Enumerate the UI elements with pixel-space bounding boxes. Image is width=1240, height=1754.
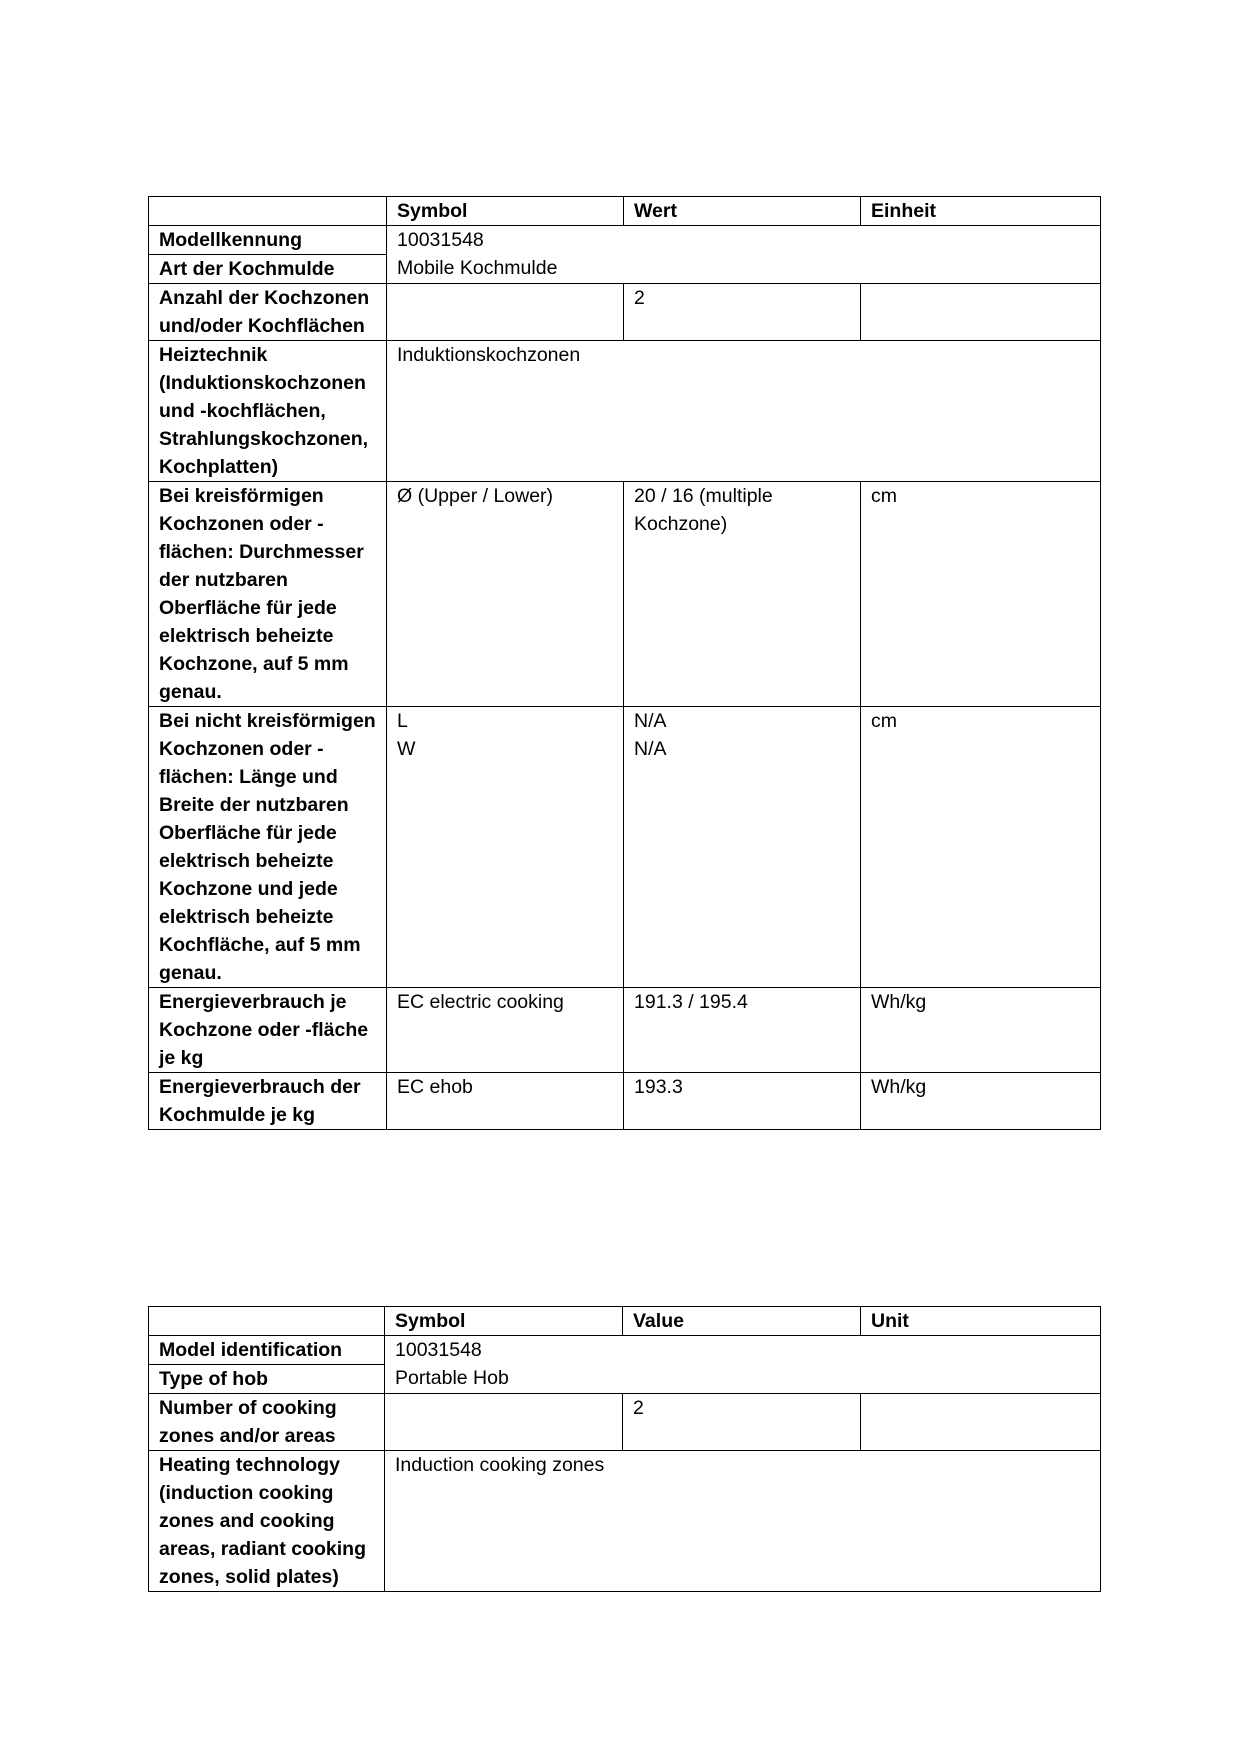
header-cell-value: Wert — [624, 197, 861, 226]
row-label-model-id: Model identification — [149, 1336, 385, 1365]
table-row — [149, 1336, 1101, 1365]
header-cell-empty — [149, 1307, 385, 1336]
row-label-model-id: Modellkennung — [149, 226, 387, 255]
table-row — [149, 1394, 1101, 1451]
spec-table-de — [148, 196, 1101, 1130]
circular-unit-cell: cm — [861, 482, 1101, 707]
table-header-row — [149, 1307, 1101, 1336]
table-row — [149, 1451, 1101, 1592]
hob-type-value: Mobile Kochmulde — [397, 257, 558, 279]
zones-unit-cell — [861, 284, 1101, 341]
ec-hob-unit-cell: Wh/kg — [861, 1073, 1101, 1130]
spec-table-en — [148, 1306, 1101, 1592]
zones-value-cell: 2 — [623, 1394, 861, 1451]
ec-hob-symbol-cell: EC ehob — [387, 1073, 624, 1130]
table-row — [149, 226, 1101, 255]
header-cell-symbol: Symbol — [385, 1307, 623, 1336]
header-cell-symbol: Symbol — [387, 197, 624, 226]
noncircular-symbol-cell: L W — [387, 707, 624, 988]
zones-value-cell: 2 — [624, 284, 861, 341]
header-cell-unit: Einheit — [861, 197, 1101, 226]
table-row — [149, 707, 1101, 988]
table-row — [149, 988, 1101, 1073]
table-header-row — [149, 197, 1101, 226]
noncircular-unit-cell: cm — [861, 707, 1101, 988]
row-label-zones: Anzahl der Kochzonen und/oder Kochflächen — [149, 284, 387, 341]
zones-unit-cell — [861, 1394, 1101, 1451]
table-row — [149, 284, 1101, 341]
header-cell-unit: Unit — [861, 1307, 1101, 1336]
circular-value-cell: 20 / 16 (multiple Kochzone) — [624, 482, 861, 707]
noncircular-value-cell: N/A N/A — [624, 707, 861, 988]
zones-symbol-cell — [387, 284, 624, 341]
model-type-cell — [385, 1336, 1101, 1394]
row-label-heating: Heating technology (induction cooking zones and cooking areas, radiant cooking zones, solid plates) — [149, 1451, 385, 1592]
ec-zone-unit-cell: Wh/kg — [861, 988, 1101, 1073]
model-id-value: 10031548 — [397, 229, 484, 251]
row-label-hob-type: Type of hob — [149, 1365, 385, 1394]
model-id-value: 10031548 — [395, 1339, 482, 1361]
heating-value-cell: Induction cooking zones — [385, 1451, 1101, 1592]
row-label-noncircular: Bei nicht kreisförmigen Kochzonen oder -flächen: Länge und Breite der nutzbaren Oberfläche für jede elektrisch beheizte Kochzone und jede elektrisch beheizte Kochfläche, auf 5 mm genau. — [149, 707, 387, 988]
header-cell-empty — [149, 197, 387, 226]
heating-value-cell: Induktionskochzonen — [387, 341, 1101, 482]
row-label-circular: Bei kreisförmigen Kochzonen oder -flächen: Durchmesser der nutzbaren Oberfläche für jede elektrisch beheizte Kochzone, auf 5 mm genau. — [149, 482, 387, 707]
row-label-ec-hob: Energieverbrauch der Kochmulde je kg — [149, 1073, 387, 1130]
table-row — [149, 482, 1101, 707]
row-label-ec-zone: Energieverbrauch je Kochzone oder -fläche je kg — [149, 988, 387, 1073]
table-row — [149, 1073, 1101, 1130]
model-type-cell — [387, 226, 1101, 284]
circular-symbol-cell: Ø (Upper / Lower) — [387, 482, 624, 707]
ec-zone-value-cell: 191.3 / 195.4 — [624, 988, 861, 1073]
ec-hob-value-cell: 193.3 — [624, 1073, 861, 1130]
ec-zone-symbol-cell: EC electric cooking — [387, 988, 624, 1073]
row-label-heating: Heiztechnik (Induktionskochzonen und -kochflächen, Strahlungskochzonen, Kochplatten) — [149, 341, 387, 482]
header-cell-value: Value — [623, 1307, 861, 1336]
hob-type-value: Portable Hob — [395, 1367, 509, 1389]
table-row — [149, 341, 1101, 482]
zones-symbol-cell — [385, 1394, 623, 1451]
row-label-zones: Number of cooking zones and/or areas — [149, 1394, 385, 1451]
row-label-hob-type: Art der Kochmulde — [149, 255, 387, 284]
